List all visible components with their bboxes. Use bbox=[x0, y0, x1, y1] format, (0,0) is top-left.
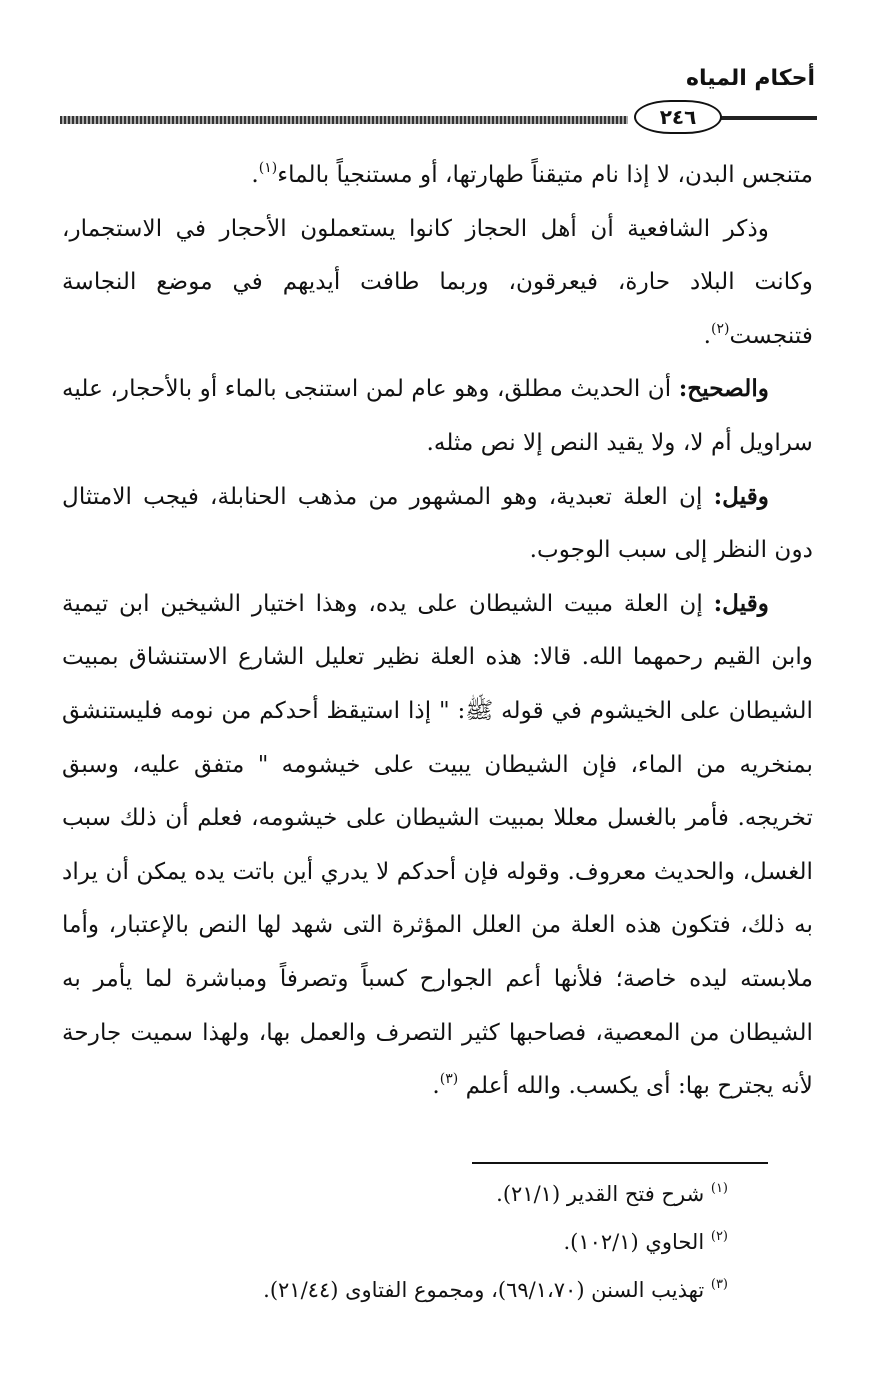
paragraph-3 bbox=[62, 362, 813, 469]
header-rule-right bbox=[718, 116, 817, 120]
footnote-separator bbox=[472, 1162, 768, 1164]
footnote-ref-2: (٢) bbox=[711, 320, 730, 337]
footnote-1-number: (١) bbox=[710, 1181, 728, 1196]
paragraph-5-text: إن العلة مبيت الشيطان على يده، وهذا اختيار الشيخين ابن تيمية وابن القيم رحمهما الله. قالا: هذه العلة نظير تعليل الشارع الاستنشاق بمبيت الشيطان على الخيشوم في قوله ﷺ: " إذا استيقظ أحدكم من نومه فليستنشق بمنخريه من الماء، فإن الشيطان يبيت على خيشومه " متفق عليه، وسبق تخريجه. فأمر بالغسل معللا بمبيت الشيطان على خيشومه، فعلم أن ذلك سبب الغسل، والحديث معروف. وقوله فإن أحدكم لا يدري أين باتت يده يمكن أن يراد به ذلك، فتكون هذه العلة من العلل المؤثرة التى شهد لها النص بالإعتبار، وأما ملابسته ليده خاصة؛ فلأنها أعم الجوارح كسباً وتصرفاً ومباشرة لما يأمر به الشيطان من المعصية، فصاحبها كثير التصرف والعمل بها، ولهذا سميت جارحة لأنه يجترح بها: أى يكسب. والله أعلم bbox=[62, 589, 813, 1100]
paragraph-3-lead: والصحيح: bbox=[678, 375, 769, 403]
paragraph-1-text: متنجس البدن، لا إذا نام متيقناً طهارتها، أو مستنجياً بالماء bbox=[277, 161, 813, 188]
header-rule bbox=[60, 116, 628, 124]
paragraph-5-lead: وقيل: bbox=[713, 589, 769, 617]
paragraph-3-text: أن الحديث مطلق، وهو عام لمن استنجى بالماء أو بالأحجار، عليه سراويل أم لا، ولا يقيد النص إلا نص مثله. bbox=[62, 375, 813, 456]
footnote-1 bbox=[263, 1170, 728, 1218]
footnote-2-text: الحاوي (١٠٢/١). bbox=[563, 1230, 705, 1254]
paragraph-4 bbox=[62, 470, 813, 577]
paragraph-1: متنجس البدن، لا إذا نام متيقناً طهارتها، أو مستنجياً بالماء$^{(١)}$. bbox=[251, 160, 813, 188]
footnote-2 bbox=[263, 1218, 728, 1266]
paragraph-4-text: إن العلة تعبدية، وهو المشهور من مذهب الحنابلة، فيجب الامتثال دون النظر إلى سبب الوجوب. bbox=[62, 482, 813, 564]
paragraph-4-lead: وقيل: bbox=[713, 482, 769, 510]
paragraph-2: وذكر الشافعية أن أهل الحجاز كانوا يستعملون الأحجار في الاستجمار، وكانت البلاد حارة، فيعرقون، وربما طافت أيديهم في موضع النجاسة فتنجست$^{(٢)}$. bbox=[62, 214, 813, 349]
paragraph-2-text: وذكر الشافعية أن أهل الحجاز كانوا يستعملون الأحجار في الاستجمار، وكانت البلاد حارة، فيعرقون، وربما طافت أيديهم في موضع النجاسة فتنجست bbox=[62, 214, 813, 349]
footnote-ref-3: (٣) bbox=[439, 1071, 459, 1088]
footnote-2-number: (٢) bbox=[710, 1229, 728, 1244]
footnote-3-text: تهذيب السنن (٦٩/١،٧٠)، ومجموع الفتاوى (٢١/٤٤). bbox=[263, 1278, 705, 1302]
footnotes bbox=[263, 1170, 728, 1314]
paragraph-5: وقيل: إن العلة مبيت الشيطان على يده، وهذا اختيار الشيخين ابن تيمية وابن القيم رحمهما الله. قالا: هذه العلة نظير تعليل الشارع الاستنشاق بمبيت الشيطان على الخيشوم في قوله ﷺ: " إذا استيقظ أحدكم من نومه فليستنشق بمنخريه من الماء، فإن الشيطان يبيت على خيشومه " متفق عليه، وسبق تخريجه. فأمر بالغسل معللا بمبيت الشيطان على خيشومه، فعلم أن ذلك سبب الغسل، والحديث معروف. وقوله فإن أحدكم لا يدري أين باتت يده يمكن أن يراد به ذلك، فتكون هذه العلة من العلل المؤثرة التى شهد لها النص بالإعتبار، وأما ملابسته ليده خاصة؛ فلأنها أعم الجوارح كسباً وتصرفاً ومباشرة لما يأمر به الشيطان من المعصية، فصاحبها كثير التصرف والعمل بها، ولهذا سميت جارحة لأنه يجترح بها: أى يكسب. والله أعلم $^{(٣)}$. bbox=[62, 589, 813, 1100]
footnote-3 bbox=[263, 1266, 728, 1314]
footnote-ref-1: (١) bbox=[258, 160, 278, 176]
page-number: ٢٤٦ bbox=[634, 100, 722, 134]
running-title: أحكام المياه bbox=[685, 66, 815, 91]
body-text bbox=[62, 148, 813, 1113]
footnote-3-number: (٣) bbox=[710, 1277, 728, 1292]
footnote-1-text: شرح فتح القدير (٢١/١). bbox=[496, 1182, 705, 1206]
